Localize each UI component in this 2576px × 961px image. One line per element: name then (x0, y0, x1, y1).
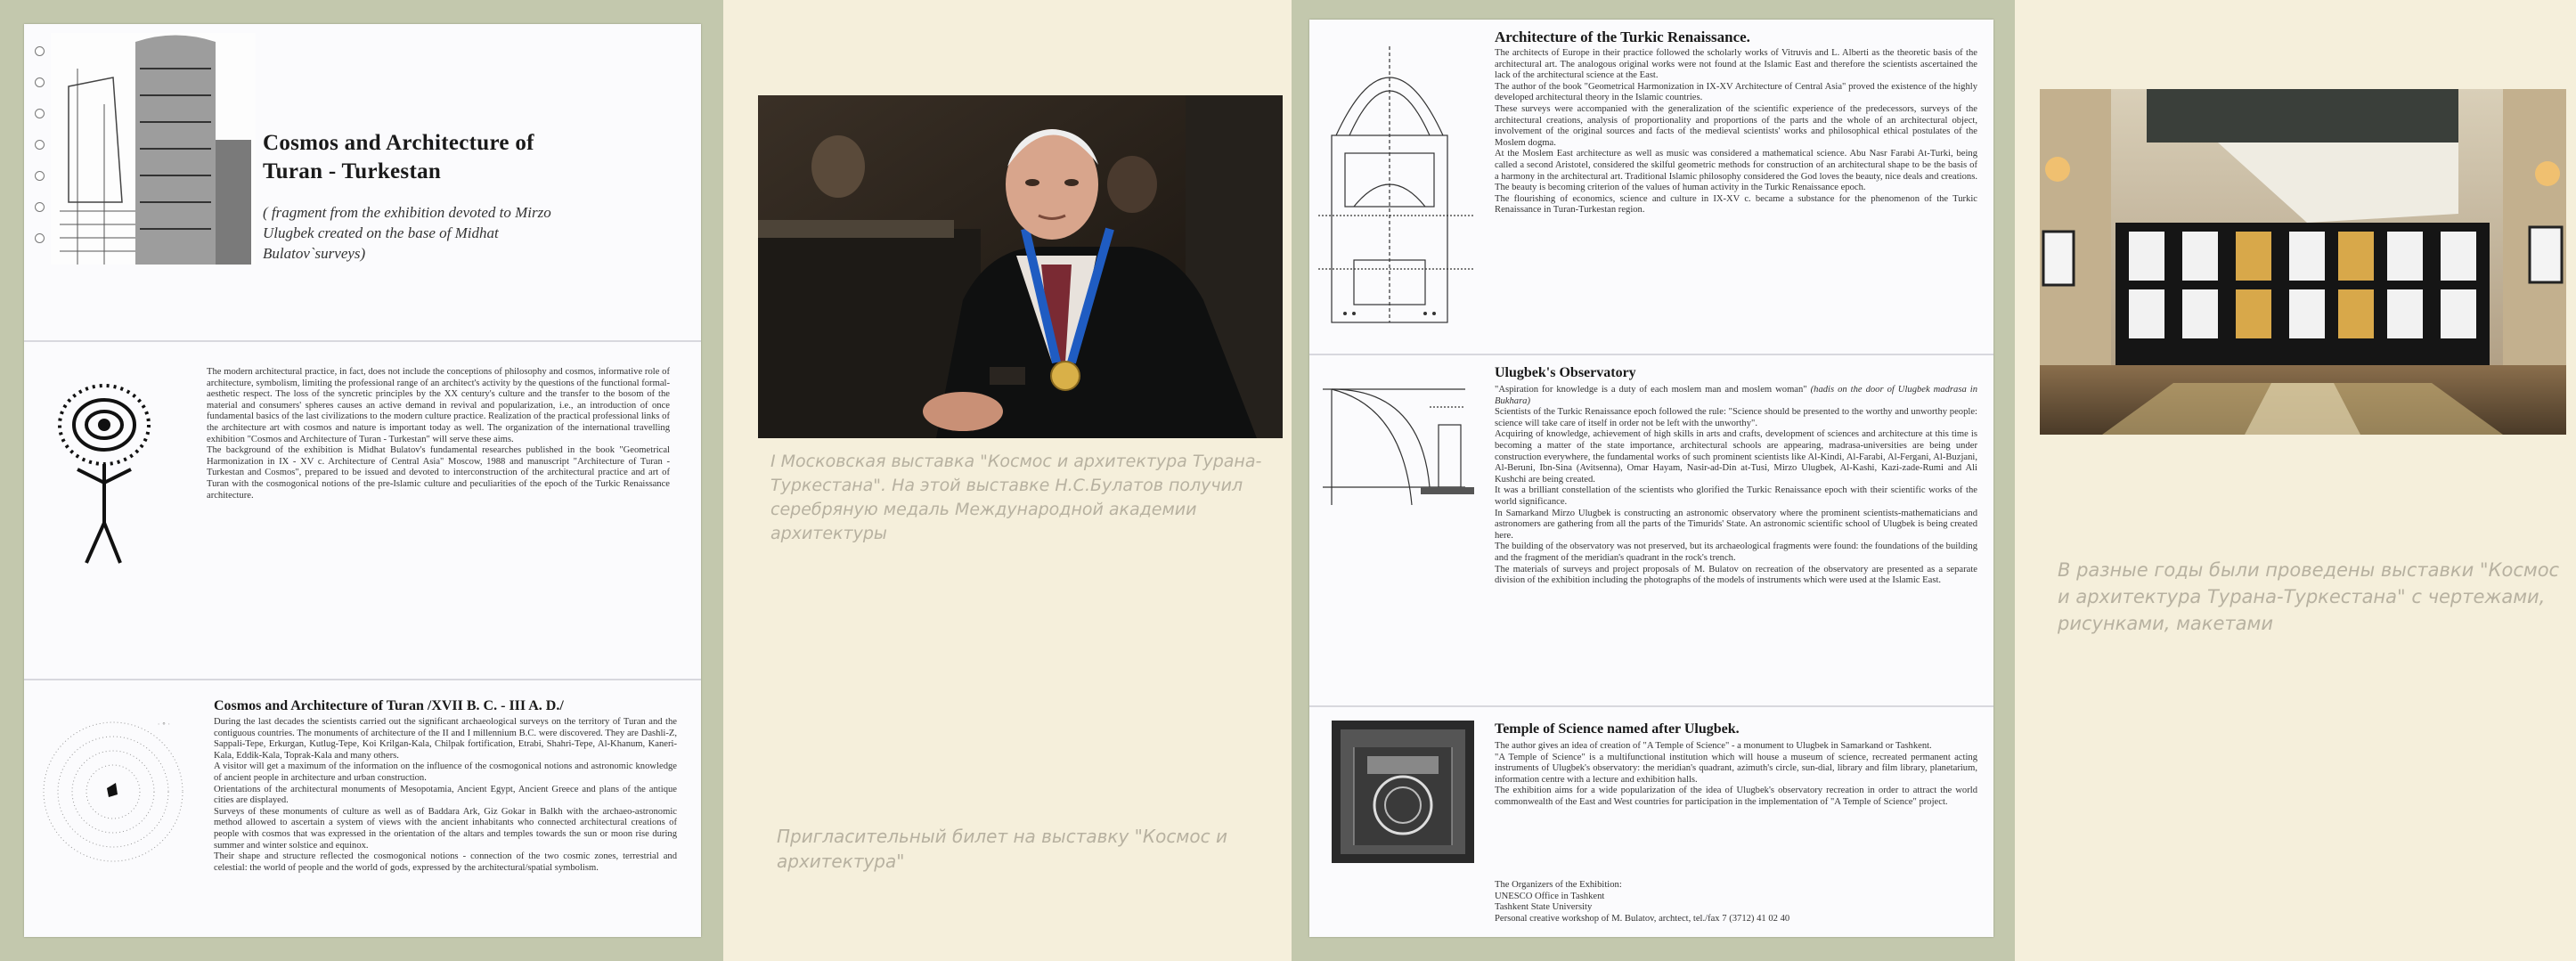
temple-of-science-model (1332, 721, 1474, 863)
sheet1-section-body (214, 717, 677, 874)
temple-body (1495, 741, 1977, 809)
exhibition-hall-image (2040, 89, 2566, 435)
sheet1-subtitle: ( fragment from the exhibition devoted to Mirzo Ulugbek created on the base of Midhat Bulatov`surveys) (263, 204, 551, 262)
renaissance-title: Architecture of the Turkic Renaissance. (1495, 29, 1750, 45)
divider (24, 340, 701, 342)
observatory-body (1495, 385, 1977, 587)
paragraph: During the last decades the scientists carried out the significant archaeological surveys on the territory of Turan and the contiguous countries. The monuments of architecture of the II and I millennium B.C. were discovered. They are Dashli-Z, Sappali-Tepe, Erkurgan, Kutlug-Tepe, Koi Krilgan-Kala, Chilpak fortification, Etrabi, Shahri-Tepe, Al-Khanum, Kaneri-Kala, Eddik-Kala, Toprak-Kala and many others. (214, 717, 677, 761)
organizers-block (1495, 880, 1977, 924)
pinhole (35, 46, 45, 56)
pinhole (35, 140, 45, 150)
paragraph: These surveys were accompanied with the generalization of the scientific experience of the predecessors, surveys of the architectural creations, analysis of proportionality and proportions of the parts and the whole of an architectural object, involvement of the original sources and facts of the medieval scientists' works and philosophical ethical postulates of the Moslem dogma. (1495, 103, 1977, 148)
pinhole (35, 109, 45, 118)
exhibitions-caption: В разные годы были проведены выставки "Космос и архитектура Турана-Туркестана" с чертежами, рисунками, макетами (2058, 559, 2560, 634)
paragraph: Orientations of the architectural monuments of Mesopotamia, Ancient Egypt, Ancient Greece and plans of the antique cities are displayed. (214, 784, 677, 806)
paragraph: The exhibition aims for a wide popularization of the idea of Ulugbek's observatory recreation in order to attract the world commonwealth of the East and West countries for participation in the implementation of "A Temple of Science" project. (1495, 786, 1977, 807)
exhibition-sheet-1 (24, 24, 701, 937)
sheet1-intro (207, 367, 670, 501)
paragraph: The building of the observatory was not preserved, but its archaeological fragments were found: the foundations of the building and the fragment of the meridian's quadrant in the rock's trench. (1495, 542, 1977, 563)
paragraph: It was a brilliant constellation of the scientists who glorified the Turkic Renaissance epoch with their scientific works of the world significance. (1495, 485, 1977, 507)
paragraph: Acquiring of knowledge, achievement of high skills in arts and crafts, development of sciences and architecture at this time is becoming a matter of the state importance, architectural schools are appearing, madrasa-universities are being under construction everywhere, the fundamental works of such prominent scientists like Al-Kindi, Al-Farabi, Al-Fergani, Al-Buzjani, Al-Beruni, Ibn-Sina (Avitsenna), Omar Hayam, Nasir-ad-Din at-Tusi, Mirzo Ulugbek, Al-Kashi, Kazi-zade-Rumi and Ali Kushchi are being created. (1495, 429, 1977, 485)
star-map-circle (37, 710, 189, 870)
pinhole (35, 77, 45, 87)
portrait-photo (758, 95, 1283, 438)
observatory-title: Ulugbek's Observatory (1495, 365, 1636, 380)
paragraph: The background of the exhibition is Midhat Bulatov's fundamental researches published in the book "Geometrical Harmonization in IX - XV c. Architecture of Central Asia" Moscow, 1988 and manuscript "Architecture of Turan - Turkestan and Cosmos", prepared to be issued and devoted to interconstruction of the architectural practice and art of Turan with the cosmogonical notions of the pre-Islamic culture and peculiarities of the epoch of the Turkic Renaissance architecture. (207, 445, 670, 501)
quote-source: (hadis on the door of Ulugbek madrasa in Bukhara) (1495, 385, 1977, 406)
paragraph: The author gives an idea of creation of "A Temple of Science" - a monument to Ulugbek in Samarkand or Tashkent. (1495, 741, 1932, 751)
paragraph: Their shape and structure reflected the cosmogonical notions - connection of the two cosmic zones, terrestrial and celestial: the world of people and the world of gods, expressed by the architectural/spatial symbolism. (214, 851, 677, 873)
exhibition-hall-photo (2040, 89, 2566, 435)
paragraph: In Samarkand Mirzo Ulugbek is constructing an astronomic observatory where the prominent scientists-mathematicians and astronomers are gathering from all the parts of the Timurids' State. An astronomic scientific school of Ulugbek is being created here. (1495, 508, 1977, 541)
organizers-heading: The Organizers of the Exhibition: (1495, 880, 1622, 890)
paragraph: The architects of Europe in their practice followed the scholarly works of Vitruvis and L. Alberti as the theoretic basis of the architectural art. The analogous original works were not found at the Islamic East and therefore the scientists ascertained the lack of the architectural science at the East. (1495, 48, 1977, 81)
paragraph: The author of the book "Geometrical Harmonization in IX-XV Architecture of Central Asia" proved the existence of the highly developed architectural theory in the Islamic countries. (1495, 81, 1977, 103)
divider (1309, 354, 1993, 355)
paragraph: The materials of surveys and project proposals of M. Bulatov on recreation of the observatory are presented as a separate division of the exhibition including the photographs of the models of instruments which were used at the Islamic East. (1495, 564, 1977, 586)
portrait-image (758, 95, 1283, 438)
pinhole (35, 233, 45, 243)
observatory-quadrant-drawing (1314, 371, 1474, 514)
quote-text: "Aspiration for knowledge is a duty of each moslem man and moslem woman" (1495, 385, 1807, 395)
renaissance-body (1495, 48, 1977, 216)
paragraph: The flourishing of economics, science and culture in IX-XV c. became a substance for the phenomenon of the Turkic Renaissance in Turan-Turkestan region. (1495, 193, 1977, 216)
paragraph: At the Moslem East architecture as well as music was considered a mathematical science. Abu Nasr Farabi At-Turki, being called a second Aristotel, considered the skilful geometric methods for construction of an architectural shape to be the basis of a harmony in the architectural art. Traditional Islamic philosophy considered the God loves the beauty, nice deals and creations. The beauty is becoming criterion of the values of human activity in the Turkic Renaissance epoch. (1495, 149, 1977, 193)
observatory-quote (1495, 385, 1977, 407)
svg-text:∙ ∘ ∙: ∙ ∘ ∙ (158, 720, 170, 728)
organizer: Personal creative workshop of M. Bulatov, archtect, tel./fax 7 (3712) 41 02 40 (1495, 913, 1790, 924)
paragraph: Surveys of these monuments of culture as well as of Baddara Ark, Giz Gokar in Balkh with the archaeo-astronomic method allowed to ascertain a system of views with the ancient inhabitants who connected architectural creations of people with cosmos that was expressed in the orientation of the altars and temples towards the sun or moon rise during summer and winter solstice and equinox. (214, 806, 677, 851)
paragraph: Scientists of the Turkic Renaissance epoch followed the rule: "Science should be presented to the worthy and unworthy people: science will take care of itself in order not be left with the unworthy". (1495, 407, 1977, 428)
petroglyph-figure (51, 371, 158, 576)
paragraph: A visitor will get a maximum of the information on the influence of the cosmogonical notions and astronomic knowledge of ancient people in architecture and urban construction. (214, 761, 677, 783)
pinhole (35, 171, 45, 181)
invitation-ticket-caption: Пригласительный билет на выставку "Космос и архитектура" (777, 826, 1227, 872)
temple-title: Temple of Science named after Ulugbek. (1495, 721, 1740, 737)
paragraph: "A Temple of Science" is a multifunctional institution which will house a museum of science, recreated permanent acting instruments of Ulugbek's observatory: the meridian's quadrant, azimuth's circle, sun-dial, library and film library, planetarium, information centre with a lecture and exhibition halls. (1495, 752, 1977, 785)
sheet1-section-title: Cosmos and Architecture of Turan /XVII B. C. - III A. D./ (214, 698, 564, 713)
sheet1-title: Cosmos and Architecture of Turan - Turkestan (263, 131, 534, 183)
organizer: Tashkent State University (1495, 902, 1593, 913)
paragraph: The modern architectural practice, in fact, does not include the conceptions of philosophy and cosmos, informative role of architecture, symbolism, limiting the professional range of an architect's activity by the questions of the functional formal-aesthetic respect. The loss of the syncretic principles by the XX century's culture and the transfer to the bosom of the material and consumers' spheres causes an active demand in revival and popularization, i.e., an introduction of once fundamental basics of the last civilizations to the modern culture practice. Realization of the practical professional links of the architecture art with cosmos and nature is important today as well. The organization of the international travelling exhibition "Cosmos and Architecture of Turan - Turkestan" will serve these aims. (207, 367, 670, 444)
organizer: UNESCO Office in Tashkent (1495, 891, 1605, 901)
pinhole (35, 202, 45, 212)
minaret-engraving (51, 33, 256, 265)
exhibition-sheet-2 (1309, 20, 1993, 937)
divider (1309, 705, 1993, 707)
portrait-caption: I Московская выставка "Космос и архитектура Турана-Туркестана". На этой выставке Н.С.Булатов получил серебряную медаль Международной академии архитектуры (770, 452, 1262, 543)
mausoleum-section-drawing (1318, 29, 1479, 349)
divider (24, 679, 701, 680)
